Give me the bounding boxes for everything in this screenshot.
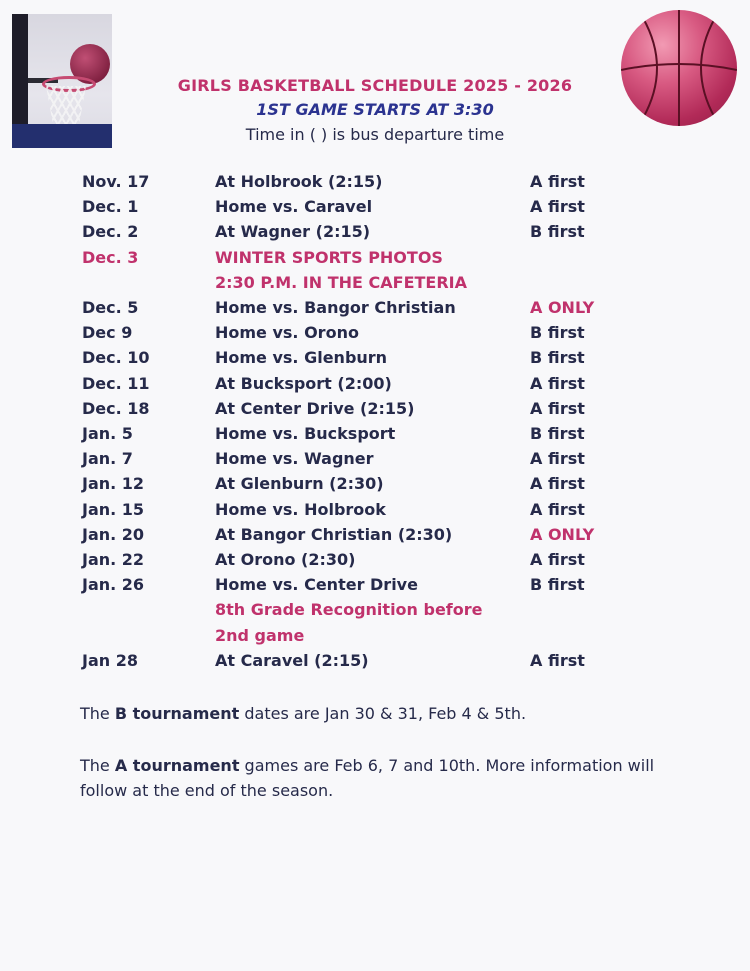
- game-date: Jan. 22: [82, 550, 145, 569]
- game-date: Dec 9: [82, 323, 133, 343]
- game-event: Home vs. Bucksport: [215, 424, 396, 443]
- team-order: A first: [530, 197, 585, 217]
- game-event: Home vs. Wagner: [215, 449, 374, 469]
- game-event: At Holbrook (2:15): [215, 172, 383, 191]
- game-date: Jan. 5: [82, 424, 133, 443]
- game-event: 8th Grade Recognition before: [215, 600, 483, 620]
- game-event: At Bangor Christian (2:30): [215, 524, 453, 544]
- schedule-row: [0, 651, 750, 676]
- game-event: Home vs. Orono: [215, 323, 359, 343]
- team-order: A first: [530, 474, 585, 494]
- game-event: At Center Drive (2:15): [215, 398, 415, 418]
- team-order: A ONLY: [530, 298, 595, 317]
- game-date: Dec. 18: [82, 398, 150, 418]
- schedule-row: [0, 500, 750, 525]
- b-tournament-note: The B tournament dates are Jan 30 & 31, Feb 4 & 5th.: [80, 704, 527, 723]
- schedule-row: [0, 273, 750, 298]
- schedule-row: [0, 222, 750, 247]
- game-date: Dec. 11: [82, 373, 150, 393]
- a-tournament-note: The A tournament games are Feb 6, 7 and 10th. More information will follow at the end of the season.: [80, 756, 655, 800]
- schedule-row: [0, 600, 750, 625]
- team-order: A first: [530, 373, 585, 393]
- team-order: A first: [530, 398, 585, 418]
- team-order: A first: [530, 499, 585, 519]
- game-date: Jan. 26: [82, 575, 145, 595]
- game-event: 2nd game: [215, 625, 305, 645]
- game-date: Dec. 1: [82, 197, 139, 217]
- game-event: 2:30 P.M. IN THE CAFETERIA: [215, 272, 468, 292]
- game-date: Dec. 2: [82, 222, 139, 242]
- schedule-row: [0, 197, 750, 222]
- game-date: Jan. 20: [82, 524, 145, 544]
- game-event: WINTER SPORTS PHOTOS: [215, 247, 443, 267]
- team-order: B first: [530, 575, 585, 595]
- game-event: Home vs. Bangor Christian: [215, 298, 456, 317]
- schedule-row: [0, 550, 750, 575]
- schedule-row: [0, 323, 750, 348]
- game-event: At Bucksport (2:00): [215, 373, 392, 393]
- game-date: Jan. 7: [82, 449, 133, 469]
- schedule-row: [0, 626, 750, 651]
- game-date: Nov. 17: [82, 172, 150, 191]
- game-date: Jan. 15: [82, 499, 145, 519]
- team-order: A first: [530, 650, 585, 670]
- game-date: Dec. 10: [82, 348, 150, 368]
- game-date: Jan 28: [82, 650, 138, 670]
- schedule-row: [0, 172, 750, 197]
- schedule-row: [0, 424, 750, 449]
- game-event: At Wagner (2:15): [215, 222, 371, 242]
- first-game-time: 1ST GAME STARTS AT 3:30: [256, 100, 494, 119]
- team-order: B first: [530, 424, 585, 443]
- game-event: Home vs. Glenburn: [215, 348, 388, 368]
- schedule-title: GIRLS BASKETBALL SCHEDULE 2025 - 2026: [177, 76, 573, 95]
- team-order: A ONLY: [530, 524, 595, 544]
- schedule-row: [0, 248, 750, 273]
- team-order: B first: [530, 348, 585, 368]
- schedule-row: [0, 399, 750, 424]
- game-event: Home vs. Caravel: [215, 197, 373, 217]
- game-event: At Caravel (2:15): [215, 650, 369, 670]
- bus-time-note: Time in ( ) is bus departure time: [245, 125, 505, 144]
- game-event: Home vs. Center Drive: [215, 575, 418, 595]
- schedule-row: [0, 298, 750, 323]
- team-order: B first: [530, 323, 585, 343]
- game-date: Jan. 12: [82, 474, 145, 494]
- game-date: Dec. 5: [82, 298, 139, 317]
- game-event: At Orono (2:30): [215, 550, 356, 569]
- schedule-row: [0, 449, 750, 474]
- game-event: Home vs. Holbrook: [215, 499, 386, 519]
- team-order: B first: [530, 222, 585, 242]
- game-date: Dec. 3: [82, 247, 139, 267]
- schedule-row: [0, 525, 750, 550]
- schedule-row: [0, 374, 750, 399]
- schedule-row: [0, 348, 750, 373]
- schedule-row: [0, 575, 750, 600]
- game-event: At Glenburn (2:30): [215, 474, 384, 494]
- team-order: A first: [530, 172, 585, 191]
- team-order: A first: [530, 449, 585, 469]
- team-order: A first: [530, 550, 585, 569]
- schedule-row: [0, 474, 750, 499]
